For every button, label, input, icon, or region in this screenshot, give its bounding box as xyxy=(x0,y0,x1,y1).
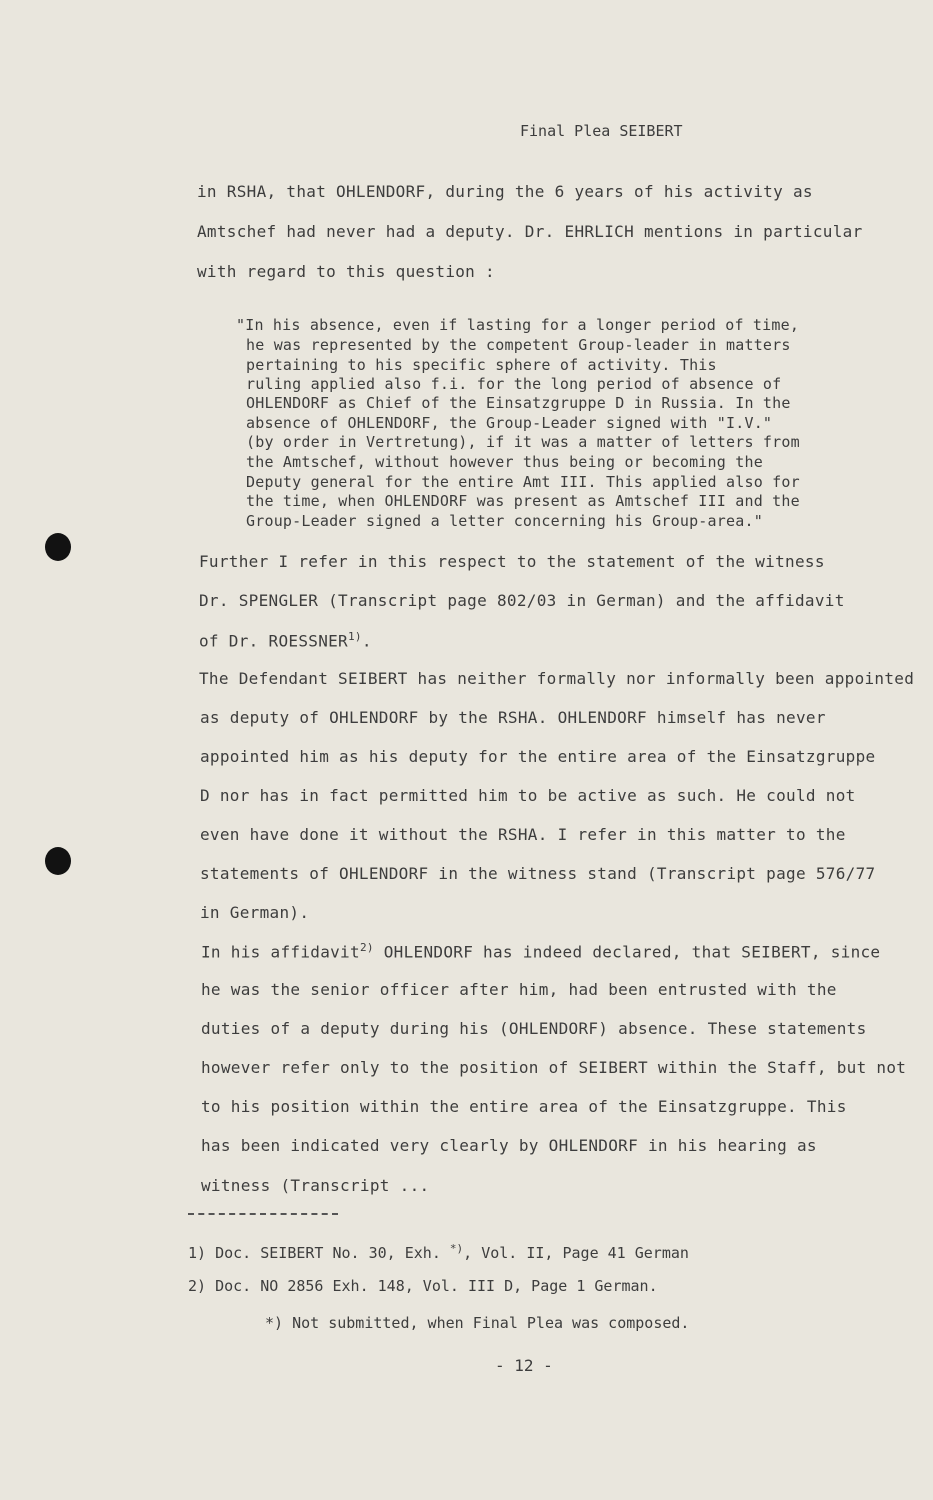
text-run: OHLENDORF has indeed declared, that SEIBERT, since xyxy=(373,942,881,962)
quote-line: the time, when OHLENDORF was present as Amtschef III and the xyxy=(246,492,800,510)
footnote-2: 2) Doc. NO 2856 Exh. 148, Vol. III D, Page 1 German. xyxy=(188,1277,658,1295)
text-line: appointed him as his deputy for the entire area of the Einsatzgruppe xyxy=(200,747,876,766)
text-line: in German). xyxy=(200,903,310,922)
footnote-ref: 1) xyxy=(348,630,362,643)
text-run: . xyxy=(361,631,372,651)
text-line: statements of OHLENDORF in the witness stand (Transcript page 576/77 xyxy=(200,864,876,883)
text-line: Dr. SPENGLER (Transcript page 802/03 in German) and the affidavit xyxy=(199,591,845,610)
quote-line: Deputy general for the entire Amt III. This applied also for xyxy=(246,473,800,491)
footnote-ref: 2) xyxy=(359,941,374,954)
footnote-note: *) Not submitted, when Final Plea was composed. xyxy=(265,1314,690,1332)
text-line: Amtschef had never had a deputy. Dr. EHRLICH mentions in particular xyxy=(197,222,863,241)
text-run: In his affidavit xyxy=(201,942,360,962)
text-line: The Defendant SEIBERT has neither formally nor informally been appointed xyxy=(199,669,915,688)
punch-hole xyxy=(45,533,71,561)
page-header: Final Plea SEIBERT xyxy=(520,122,683,140)
page-number: - 12 - xyxy=(495,1356,553,1375)
quote-line: ruling applied also f.i. for the long period of absence of xyxy=(246,375,782,393)
text-line: has been indicated very clearly by OHLENDORF in his hearing as xyxy=(201,1136,817,1155)
quote-line: "In his absence, even if lasting for a longer period of time, xyxy=(236,316,800,334)
text-line: even have done it without the RSHA. I refer in this matter to the xyxy=(200,825,846,844)
footnote-1 xyxy=(188,1242,689,1262)
text-line: with regard to this question : xyxy=(197,262,495,281)
quote-line: (by order in Vertretung), if it was a matter of letters from xyxy=(246,433,800,451)
text-line: D nor has in fact permitted him to be active as such. He could not xyxy=(200,786,856,805)
quote-line: Group-Leader signed a letter concerning his Group-area." xyxy=(246,512,763,530)
footnote-separator xyxy=(188,1213,338,1215)
text-line: duties of a deputy during his (OHLENDORF) absence. These statements xyxy=(201,1019,867,1038)
quote-line: OHLENDORF as Chief of the Einsatzgruppe D in Russia. In the xyxy=(246,394,791,412)
text-line xyxy=(201,941,880,961)
quote-line: the Amtschef, without however thus being or becoming the xyxy=(246,453,763,471)
footnote-text: 1) Doc. SEIBERT No. 30, Exh. xyxy=(188,1244,450,1262)
text-line: however refer only to the position of SEIBERT within the Staff, but not xyxy=(201,1058,907,1077)
quote-line: pertaining to his specific sphere of activity. This xyxy=(246,356,717,374)
text-line xyxy=(199,630,372,650)
text-line: witness (Transcript ... xyxy=(201,1176,430,1195)
text-run: of Dr. ROESSNER xyxy=(199,631,348,651)
text-line: to his position within the entire area of the Einsatzgruppe. This xyxy=(201,1097,847,1116)
punch-hole xyxy=(45,847,71,875)
footnote-text: , Vol. II, Page 41 German xyxy=(463,1244,689,1262)
quote-line: he was represented by the competent Group-leader in matters xyxy=(246,336,791,354)
text-line: Further I refer in this respect to the statement of the witness xyxy=(199,552,825,571)
text-line: he was the senior officer after him, had been entrusted with the xyxy=(201,980,837,999)
text-line: as deputy of OHLENDORF by the RSHA. OHLENDORF himself has never xyxy=(200,708,826,727)
quote-line: absence of OHLENDORF, the Group-Leader signed with "I.V." xyxy=(246,414,773,432)
footnote-marker: *) xyxy=(449,1242,464,1255)
text-line: in RSHA, that OHLENDORF, during the 6 years of his activity as xyxy=(197,182,813,201)
